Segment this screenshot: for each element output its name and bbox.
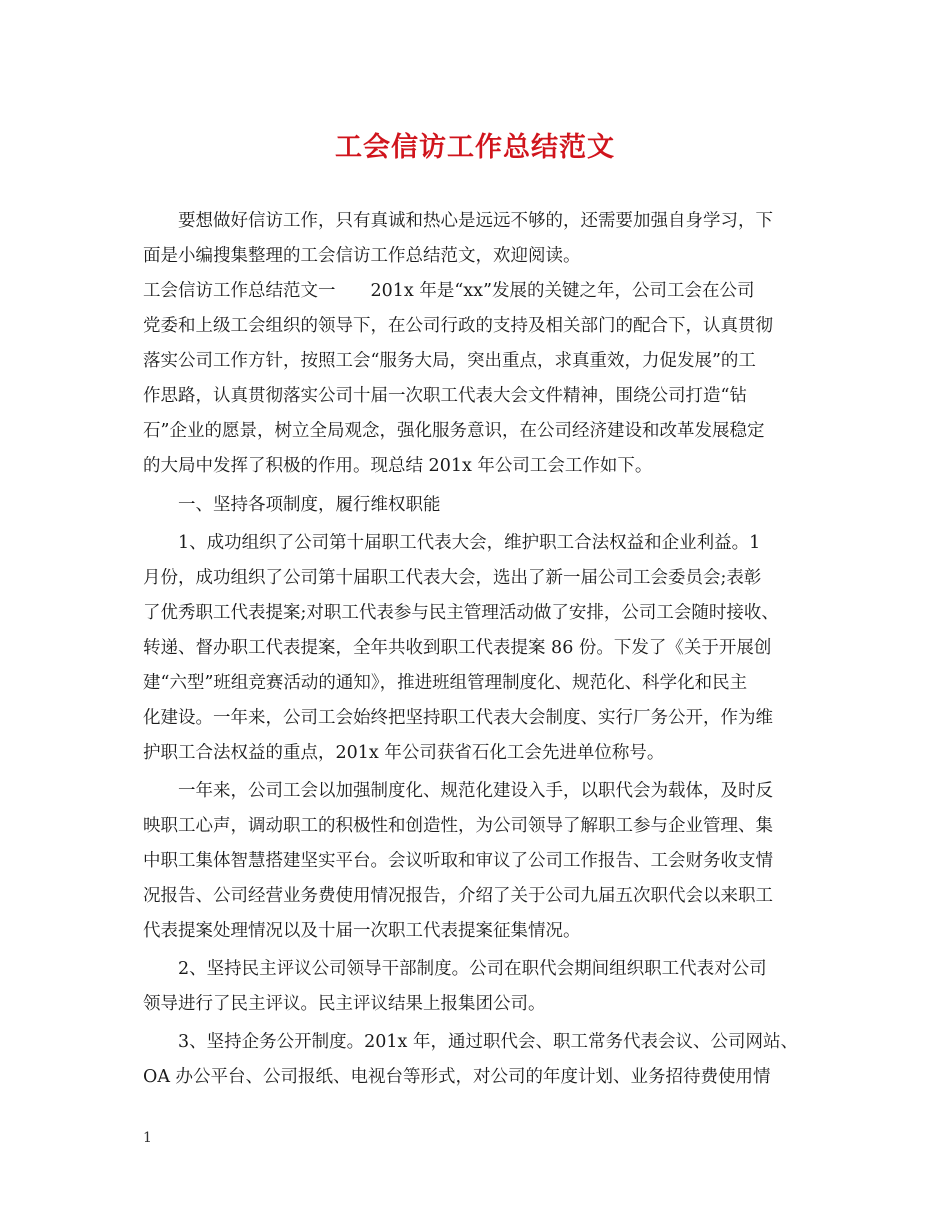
body-line: 1、成功组织了公司第十届职工代表大会，维护职工合法权益和企业利益。1 — [143, 533, 761, 553]
body-line: 建“六型”班组竞赛活动的通知》，推进班组管理制度化、规范化、科学化和民主 — [143, 673, 748, 693]
body-line: 党委和上级工会组织的领导下，在公司行政的支持及相关部门的配合下，认真贯彻 — [143, 316, 773, 336]
body-line: 2、坚持民主评议公司领导干部制度。公司在职代会期间组织职工代表对公司 — [143, 959, 767, 979]
document-title: 工会信访工作总结范文 — [335, 132, 615, 163]
body-line: 了优秀职工代表提案;对职工代表参与民主管理活动做了安排，公司工会随时接收、 — [143, 603, 779, 623]
body-line: 代表提案处理情况以及十届一次职工代表提案征集情况。 — [143, 921, 581, 941]
page-number: 1 — [143, 1130, 152, 1146]
body-line: 面是小编搜集整理的工会信访工作总结范文，欢迎阅读。 — [143, 246, 581, 266]
body-line: 中职工集体智慧搭建坚实平台。会议听取和审议了公司工作报告、工会财务收支情 — [143, 851, 773, 871]
body-line: 石”企业的愿景，树立全局观念，强化服务意识，在公司经济建设和改革发展稳定 — [143, 421, 765, 441]
body-line: 转递、督办职工代表提案，全年共收到职工代表提案 86 份。下发了《关于开展创 — [143, 638, 772, 658]
body-line: 3、坚持企务公开制度。201x 年，通过职代会、职工常务代表会议、公司网站、 — [143, 1032, 798, 1052]
body-line: 护职工合法权益的重点，201x 年公司获省石化工会先进单位称号。 — [143, 743, 665, 763]
body-line: 落实公司工作方针，按照工会“服务大局，突出重点，求真重效，力促发展”的工 — [143, 351, 756, 371]
body-line: 领导进行了民主评议。民主评议结果上报集团公司。 — [143, 994, 546, 1014]
body-line: 的大局中发挥了积极的作用。现总结 201x 年公司工会工作如下。 — [143, 456, 653, 476]
body-line: 月份，成功组织了公司第十届职工代表大会，选出了新一届公司工会委员会;表彰 — [143, 568, 762, 588]
body-line: 一年来，公司工会以加强制度化、规范化建设入手，以职代会为载体，及时反 — [143, 781, 773, 801]
body-line: 映职工心声，调动职工的积极性和创造性，为公司领导了解职工参与企业管理、集 — [143, 816, 773, 836]
body-line: 化建设。一年来，公司工会始终把坚持职工代表大会制度、实行厂务公开，作为维 — [143, 708, 773, 728]
body-line: 工会信访工作总结范文一 201x 年是“xx”发展的关键之年，公司工会在公司 — [143, 281, 755, 301]
body-line: OA 办公平台、公司报纸、电视台等形式，对公司的年度计划、业务招待费使用情 — [143, 1067, 771, 1087]
body-line: 作思路，认真贯彻落实公司十届一次职工代表大会文件精神，围绕公司打造“钻 — [143, 386, 747, 406]
section-heading: 一、坚持各项制度，履行维权职能 — [143, 495, 441, 515]
body-line: 况报告、公司经营业务费使用情况报告，介绍了关于公司九届五次职代会以来职工 — [143, 886, 773, 906]
body-line: 要想做好信访工作，只有真诚和热心是远远不够的，还需要加强自身学习，下 — [143, 211, 773, 231]
